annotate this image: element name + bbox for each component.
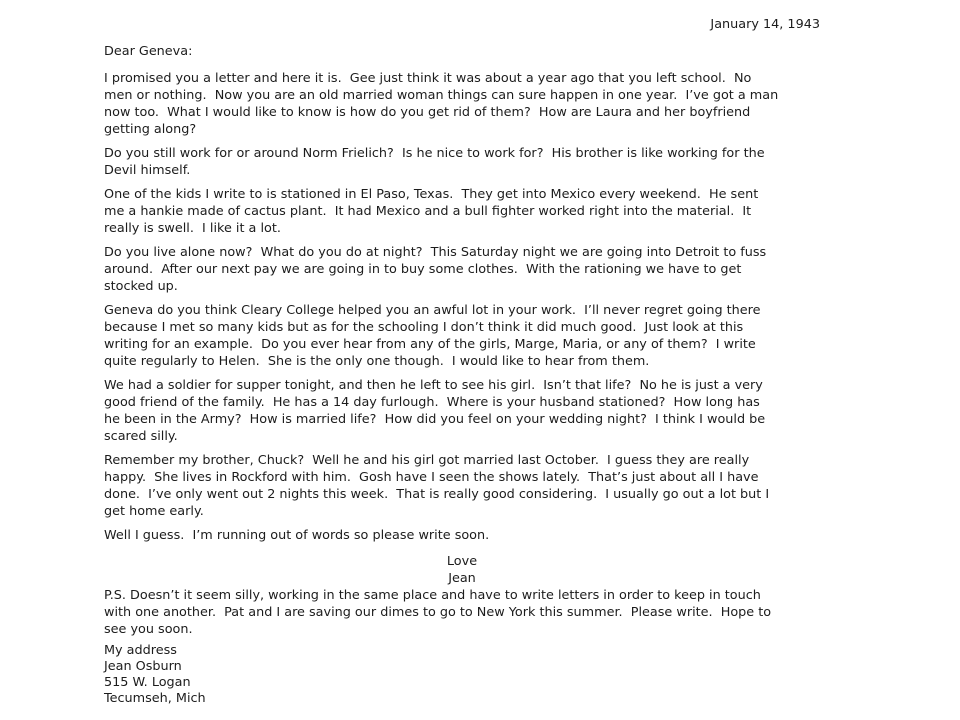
postscript-line: with one another. Pat and I are saving our dimes to go to New York this summer. Please write. Hope to (104, 605, 772, 620)
address-line: My address (104, 643, 177, 658)
paragraph-line: me a hankie made of cactus plant. It had Mexico and a bull fighter worked right into the material. It (104, 204, 752, 219)
paragraph-line: Do you still work for or around Norm Frielich? Is he nice to work for? His brother is like working for the (104, 146, 765, 161)
paragraph-line: We had a soldier for supper tonight, and then he left to see his girl. Isn’t that life? No he is just a very (104, 378, 763, 393)
closing-signature: Jean (448, 571, 476, 586)
paragraph-line: now too. What I would like to know is how do you get rid of them? How are Laura and her boyfriend (104, 105, 751, 120)
postscript (104, 587, 820, 638)
paragraph-line: Remember my brother, Chuck? Well he and his girl got married last October. I guess they are really (104, 453, 750, 468)
paragraph-line: getting along? (104, 122, 197, 137)
paragraph-5 (104, 302, 820, 370)
paragraph-line: One of the kids I write to is stationed in El Paso, Texas. They get into Mexico every weekend. He sent (104, 187, 759, 202)
paragraph-line: writing for an example. Do you ever hear from any of the girls, Marge, Maria, or any of them? I write (104, 337, 756, 352)
paragraph-line: good friend of the family. He has a 14 day furlough. Where is your husband stationed? How long has (104, 395, 760, 410)
paragraph-line: really is swell. I like it a lot. (104, 221, 281, 236)
paragraph-4 (104, 244, 820, 295)
closing-love: Love (446, 554, 478, 569)
letter-date: January 14, 1943 (710, 17, 820, 32)
paragraph-7 (104, 452, 820, 520)
paragraph-line: men or nothing. Now you are an old married woman things can sure happen in one year. I’ve got a man (104, 88, 779, 103)
postscript-line: see you soon. (104, 622, 193, 637)
paragraph-line: Devil himself. (104, 163, 191, 178)
address-line: Jean Osburn (104, 659, 182, 674)
paragraph-6 (104, 377, 820, 445)
paragraph-line: around. After our next pay we are going in to buy some clothes. With the rationing we have to get (104, 262, 742, 277)
paragraph-line: stocked up. (104, 279, 178, 294)
paragraph-line: I promised you a letter and here it is. Gee just think it was about a year ago that you left school. No (104, 71, 752, 86)
paragraph-line: Geneva do you think Cleary College helped you an awful lot in your work. I’ll never regret going there (104, 303, 761, 318)
paragraph-line: because I met so many kids but as for the schooling I don’t think it did much good. Just look at this (104, 320, 744, 335)
paragraph-line: scared silly. (104, 429, 178, 444)
paragraph-line: he been in the Army? How is married life? How did you feel on your wedding night? I think I would be (104, 412, 766, 427)
paragraph-line: get home early. (104, 504, 204, 519)
address-line: 515 W. Logan (104, 675, 191, 690)
salutation: Dear Geneva: (104, 44, 193, 59)
paragraph-line: done. I’ve only went out 2 nights this week. That is really good considering. I usually go out a lot but I (104, 487, 770, 502)
paragraph-line: Do you live alone now? What do you do at night? This Saturday night we are going into Detroit to fuss (104, 245, 767, 260)
address-block (104, 643, 820, 707)
postscript-line: P.S. Doesn’t it seem silly, working in the same place and have to write letters in order to keep in touch (104, 588, 761, 603)
paragraph-1 (104, 70, 820, 138)
address-line: Tecumseh, Mich (104, 691, 206, 706)
paragraph-line: happy. She lives in Rockford with him. Gosh have I seen the shows lately. That’s just about all I have (104, 470, 759, 485)
closing-block (104, 553, 820, 587)
letter-content (104, 16, 820, 707)
paragraph-3 (104, 186, 820, 237)
paragraph-line: Well I guess. I’m running out of words so please write soon. (104, 528, 490, 543)
paragraph-2 (104, 145, 820, 179)
paragraph-8 (104, 527, 820, 544)
paragraph-line: quite regularly to Helen. She is the only one though. I would like to hear from them. (104, 354, 650, 369)
